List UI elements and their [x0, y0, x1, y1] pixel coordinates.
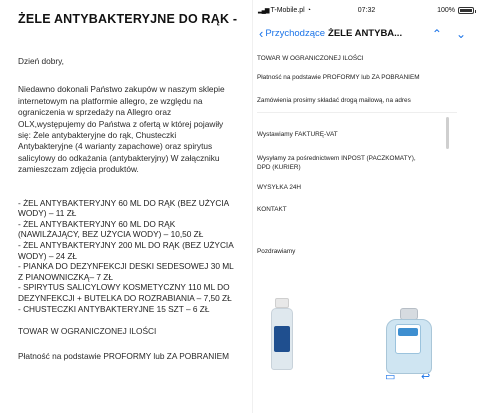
clock: 07:32: [357, 7, 376, 14]
phone-orders: Zamówienia prosimy składać drogą mailową, na adres: [257, 97, 411, 104]
reply-icon[interactable]: ↩: [421, 371, 431, 383]
phone-shipping-line-2: DPD (KURIER): [257, 164, 301, 171]
intro-paragraph: [18, 84, 250, 175]
phone-payment: Płatność na podstawie PROFORMY lub ZA POBRANIEM: [257, 74, 420, 81]
intro-line: internetowym na platformie allegro, ze względu na: [18, 95, 203, 106]
phone-mail-screenshot: [252, 0, 479, 413]
product-line: - ŻEL ANTYBAKTERYJNY 200 ML DO RĄK (BEZ UŻYCIA: [18, 240, 234, 251]
mail-nav-bar: [253, 25, 479, 45]
product-line: WODY) – 24 ZŁ: [18, 250, 78, 261]
product-line: - CHUSTECZKI ANTYBAKTERYJNE 15 SZT – 6 ZŁ: [18, 303, 210, 314]
product-line: Z PIANOWNICZKĄ– 7 ZŁ: [18, 271, 113, 282]
phone-regards: Pozdrawiamy: [257, 248, 296, 255]
phone-shipping-line-1: Wysyłamy za pośrednictwem INPOST (PACZKOMATY),: [257, 155, 416, 162]
previous-message-icon[interactable]: ⌃: [431, 27, 442, 41]
back-to-inbox-button[interactable]: [259, 25, 403, 41]
intro-line: OLX,występujemy do Państwa z ofertą w której pojawiły: [18, 118, 224, 129]
battery-percent: 100%: [437, 7, 455, 14]
product-line: DEZYNFEKCJI + BUTELKA DO ROZRABIANIA – 7,50 ZŁ: [18, 293, 232, 303]
email-title: ŻELE ANTYBAKTERYJNE DO RĄK -: [18, 12, 238, 26]
intro-line: się: Żele antybakteryjne do rąk, Chusteczki: [18, 130, 177, 141]
chevron-left-icon: ‹: [259, 25, 264, 41]
phone-invoice: Wystawiamy FAKTURĘ-VAT: [257, 131, 338, 138]
payment-note: Płatność na podstawie PROFORMY lub ZA POBRANIEM: [18, 350, 230, 361]
intro-line: Antybakteryjne (4 warianty zapachowe) oraz spirytus: [18, 141, 213, 152]
intro-line: Niedawno dokonali Państwo zakupów w naszym sklepie: [18, 84, 225, 95]
product-list: [18, 198, 250, 315]
product-line: (NAWILŻAJĄCY, BEZ UŻYCIA WODY) – 10,50 ZŁ: [18, 229, 204, 240]
intro-line: ograniczenia w sprzedaży na Allegro oraz: [18, 107, 172, 118]
product-line: - SPIRYTUS SALICYLOWY KOSMETYCZNY 110 ML DO: [18, 282, 230, 293]
greeting: Dzień dobry,: [18, 56, 64, 66]
wifi-icon: ◔: [306, 7, 311, 14]
product-line: - ŻEL ANTYBAKTERYJNY 60 ML DO RĄK (BEZ UŻYCIA: [18, 197, 230, 208]
product-line: - PIANKA DO DEZYNFEKCJI DESKI SEDESOWEJ 30 ML: [18, 261, 234, 272]
divider: [257, 112, 457, 113]
phone-shipping-24h: WYSYŁKA 24H: [257, 184, 302, 191]
mail-toolbar: [253, 370, 479, 384]
carrier-name: T-Mobile.pl: [270, 7, 305, 14]
battery-icon: [458, 7, 474, 14]
limited-stock-note: TOWAR W OGRANICZONEJ ILOŚCI: [18, 326, 157, 337]
gel-bottle-image: [269, 298, 295, 370]
product-line: WODY) – 11 ZŁ: [18, 208, 77, 219]
gel-bottle-image: [384, 308, 434, 374]
message-subject: ŻELE ANTYBA...: [328, 28, 403, 39]
phone-limited-stock: TOWAR W OGRANICZONEJ ILOŚCI: [257, 55, 364, 62]
status-bar: [253, 7, 479, 19]
product-line: - ŻEL ANTYBAKTERYJNY 60 ML DO RĄK: [18, 218, 176, 229]
email-body-document: [18, 12, 250, 362]
next-message-icon[interactable]: ⌄: [455, 27, 466, 41]
signal-icon: ▂▄▆: [258, 8, 269, 14]
intro-line: salicylowy do odkażania (antybakteryjny) W załączniku: [18, 152, 220, 163]
inbox-label: Przychodzące: [265, 28, 326, 39]
intro-line: zamieszczam zdjęcia produktów.: [18, 164, 139, 175]
archive-icon[interactable]: ▭: [385, 371, 396, 383]
phone-contact: KONTAKT: [257, 206, 287, 213]
